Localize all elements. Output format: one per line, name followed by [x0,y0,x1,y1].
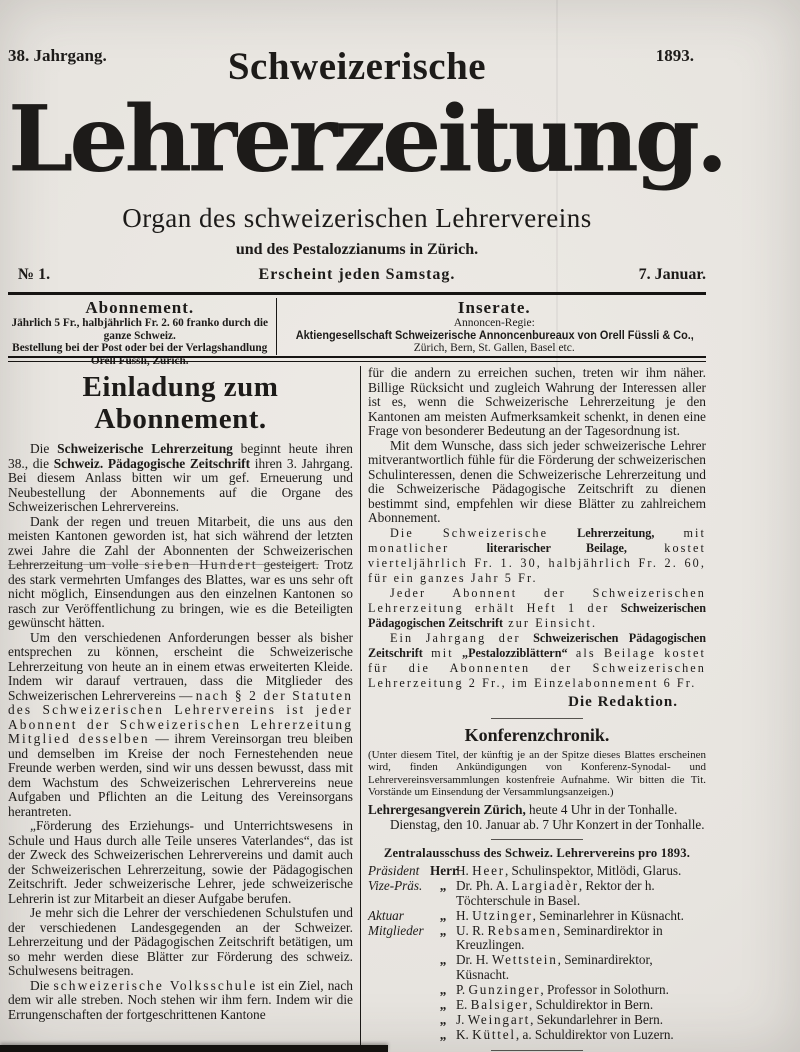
inserate-title: Inserate. [457,298,531,317]
abonnement-line: Bestellung bei der Post oder bei der Verlagshandlung [12,342,268,355]
committee-member: K. Küttel, a. Schuldirektor von Luzern. [456,1026,674,1042]
section-divider-rule [491,839,583,840]
committee-role-label [368,1013,430,1028]
issue-info-row [8,266,706,286]
article-heading: Einladung zum Abonnement. [82,371,279,435]
committee-row [368,1013,706,1028]
year-label: 1893. [655,46,694,65]
right-column [361,366,706,1052]
section-divider-rule [491,718,583,719]
committee-row [368,983,706,998]
inserate-line: Zürich, Bern, St. Gallen, Basel etc. [413,342,575,355]
ditto-mark: „ [439,997,447,1013]
thick-rule [8,292,706,295]
ditto-mark: „ [439,1026,447,1042]
paragraph: Um den verschiedenen Anforderungen besser als bisher entsprechen zu können, erscheint die Schweizerische Lehrerzeitung von heute an in einem etwas erweiterten Kleide. Indem wir darauf vertrauen, dass die Mitglieder des Schweizerischen Lehrervereins — nach § 2 der Statuten des Schweizerischen Lehrervereins ist jeder Abonnent der Schweizerischen Lehrerzeitung Mitglied desselben — ihrem Vereinsorgan treu bleiben und demselben im Kreise der noch Fernestehenden neue Freunde werben werden, sind wir uns dessen bewusst, dass mit dem Wachstum des Schweizerischen Lehrervereins neue Aufgaben und Pflichten an die Leitung des Vereinsorgans herantreten. [8,629,354,819]
committee-role-label [368,953,430,983]
paragraph: für die andern zu erreichen suchen, treten wir ihm näher. Billige Rücksicht und zugleich Wahrung der Interessen aller ist es, wenn die Schweizerische Lehrerzeitung je den Kantonen am meisten Aufmerksamkeit schenkt, in denen eine Frage von besonderer Bedeutung an der Tagesordnung ist. [368,366,706,438]
body-columns [8,366,706,1052]
ditto-mark: „ [439,952,447,968]
paragraph: Die schweizerische Volksschule ist ein Ziel, nach dem wir alle streben. Noch stehen wir ihm fern. Indem wir die Errungenschaften der fortgeschrittenen Kantone [8,977,354,1022]
inserate-line: Annoncen-Regie: [453,317,535,329]
newspaper-title: Lehrerzeitung. [8,85,725,192]
committee-member: H. Heer, Schulinspektor, Mitlödi, Glarus. [456,862,682,878]
subtitle-pestalozzianum: und des Pestalozzianums in Zürich. [235,241,479,258]
abonnement-title: Abonnement. [85,298,195,317]
inserate-line: Aktiengesellschaft Schweizerische Annoncenbureaux von Orell Füssli & Co., [295,328,694,342]
left-column [8,366,360,1052]
konferenzchronik-note: (Unter diesem Titel, der künftig je an der Spitze dieses Blattes erscheinen wird, finden Ankündigungen von Konferenz-Synodal- und Lehrervereinsversammlungen kostenfreie Aufnahme. Wir bitten die Tit. Vorstände um Einsendung der Versammlungsanzeigen.) [368,748,706,799]
paragraph: Jeder Abonnent der Schweizerischen Lehrerzeitung erhält Heft 1 der Schweizerischen Pädagogischen Zeitschrift zur Einsicht. [368,585,706,630]
paragraph: Dank der regen und treuen Mitarbeit, die uns aus den meisten Kantonen geworden ist, hat sich während der letzten zwei Jahre die Zahl der Abonnenten der Schweizerischen Lehrerzeitung um volle sieben Hundert gesteigert. Trotz des stark vermehrten Umfanges des Blattes, war es uns sehr oft nicht möglich, Einsendungen aus den einzelnen Kantonen so rasch zur Veröffentlichung zu bringen, wie es die Beteiligten gewünscht hätten. [8,513,353,630]
committee-role-label [368,1028,430,1043]
committee-member: J. Weingart, Sekundarlehrer in Bern. [456,1011,664,1027]
ditto-mark: „ [439,907,447,923]
committee-list [368,864,706,1043]
committee-role-label: Aktuar [368,907,404,923]
committee-row [368,924,706,954]
editorial-signature: Die Redaktion. [568,693,678,710]
committee-member: P. Gunzinger, Professor in Solothurn. [456,982,669,998]
double-rule [8,356,706,362]
paragraph: Die Schweizerische Lehrerzeitung, mit monatlicher literarischer Beilage, kostet vierteljährlich Fr. 1. 30, halbjährlich Fr. 2. 60, für ein ganzes Jahr 5 Fr. [368,525,706,585]
issue-number: № 1. [18,266,51,283]
konferenz-item: Dienstag, den 10. Januar ab. 7 Uhr Konzert in der Tonhalle. [390,816,705,832]
committee-row [368,1028,706,1043]
committee-role-label: Vize-Präs. [368,877,423,893]
committee-row [368,864,706,879]
volume-label: 38. Jahrgang. [8,46,107,65]
paragraph: Die Schweizerische Lehrerzeitung beginnt heute ihren 38., die Schweiz. Pädagogische Zeitschrift ihren 3. Jahrgang. Bei diesem Anlass bitten wir um gef. Erneuerung und Neubestellung der Abonnements auf die Organe des Schweizerischen Lehrervereins. [8,441,354,514]
page-content [8,0,725,1052]
paragraph: Je mehr sich die Lehrer der verschiedenen Schulstufen und der verschiedenen Landesgegenden an der Schweizer. Lehrerzeitung und der Pädagogischen Zeitschrift betätigen, um so mehr werden diese Blätter zur Förderung des schweiz. Schulwesens beitragen. [8,905,353,978]
ditto-mark: „ [439,982,447,998]
ditto-mark: „ [439,922,447,938]
issue-date: 7. Januar. [638,266,706,283]
title-top: Schweizerische [227,45,487,88]
konferenz-item: Lehrergesangverein Zürich, heute 4 Uhr in der Tonhalle. [368,801,678,817]
committee-member: H. Utzinger, Seminarlehrer in Küsnacht. [456,907,684,923]
paragraph: Ein Jahrgang der Schweizerischen Pädagogischen Zeitschrift mit „Pestalozziblättern“ als Beilage kostet für die Abonnenten der Schweizerischen Lehrerzeitung 2 Fr., im Einzelabonnement 6 Fr. [368,630,706,690]
committee-row [368,909,706,924]
committee-row [368,998,706,1013]
inserate-box [277,298,707,355]
committee-role-label: Mitglieder [368,922,424,938]
committee-row [368,879,706,909]
committee-member: Dr. H. Wettstein, Seminardirektor, Küsnacht. [456,952,653,983]
ditto-mark: „ [439,1011,447,1027]
committee-member: E. Balsiger, Schuldirektor in Bern. [456,997,654,1013]
left-paragraphs [8,442,353,1022]
committee-member: Dr. Ph. A. Largiadèr, Rektor der h. Töchterschule in Basel. [456,877,655,908]
paragraph: Mit dem Wunsche, dass sich jeder schweizerische Lehrer mitverantwortlich fühle für die Förderung der schweizerischen Schulinteressen, denen die Schweizerische Lehrerzeitung und die Schweizerische Pädagogische Zeitschrift zu dienen bestimmt sind, empfehlen wir diese Blätter zu zahlreichem Abonnement. [368,437,706,525]
publication-frequency: Erscheint jeden Samstag. [258,266,456,283]
section-divider-rule [491,1050,583,1051]
scan-edge-artifact [0,1045,388,1052]
paragraph: „Förderung des Erziehungs- und Unterrichtswesens in Schule und Haus durch alle Teile unseres Vaterlandes“, das ist der Zweck des Schweizerischen Lehrervereins und damit auch der Schweizerischen Lehrerzeitung, sowie der Pädagogischen Zeitschrift. Jeder schweizerische Lehrer, jede schweizerische Lehrerin ist zur Mitarbeit an dieser Aufgabe berufen. [8,818,353,906]
subtitle-organ: Organ des schweizerischen Lehrervereins [122,203,592,233]
right-paragraphs [368,366,706,691]
committee-role-label [368,998,430,1013]
abonnement-line: Orell Füssli, Zürich. [90,354,189,367]
committee-heading: Zentralausschuss des Schweiz. Lehrervereins pro 1893. [383,845,691,860]
abonnement-line: Jährlich 5 Fr., halbjährlich Fr. 2. 60 franko durch die ganze Schweiz. [11,317,269,342]
abonnement-box [8,298,277,367]
ditto-mark: Herr [430,862,458,878]
ditto-mark: „ [439,877,447,893]
committee-role-label: Präsident [368,862,420,878]
konferenzchronik-heading: Konferenzchronik. [464,724,610,745]
committee-member: U. R. Rebsamen, Seminardirektor in Kreuzlingen. [456,922,663,953]
committee-row [368,953,706,983]
committee-role-label [368,983,430,998]
info-boxes [8,298,706,367]
